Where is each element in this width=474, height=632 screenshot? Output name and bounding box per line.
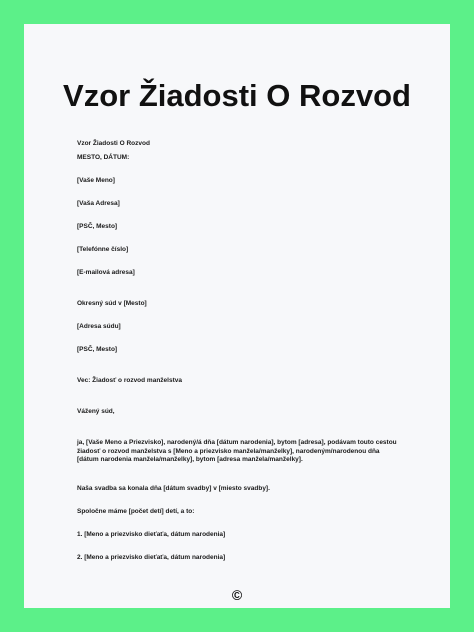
- sender-zip-city: [PSČ, Mesto]: [77, 223, 118, 230]
- sender-address: [Vaša Adresa]: [77, 200, 120, 207]
- copyright-icon: ©: [231, 587, 243, 603]
- wedding-line: Naša svadba sa konala dňa [dátum svadby] v [miesto svadby].: [77, 485, 270, 492]
- child-1: 1. [Meno a priezvisko dieťaťa, dátum narodenia]: [77, 531, 226, 538]
- subject-line: Vec: Žiadosť o rozvod manželstva: [77, 377, 182, 384]
- children-line: Spoločne máme [počet detí] detí, a to:: [77, 508, 195, 515]
- court-address: [Adresa súdu]: [77, 323, 121, 330]
- court-zip-city: [PSČ, Mesto]: [77, 346, 118, 353]
- salutation: Vážený súd,: [77, 408, 115, 415]
- page-title: Vzor Žiadosti O Rozvod: [63, 78, 411, 113]
- sender-phone: [Telefónne číslo]: [77, 246, 129, 253]
- document-sheet: [24, 24, 450, 608]
- place-date: MESTO, DÁTUM:: [77, 154, 130, 161]
- sender-name: [Vaše Meno]: [77, 177, 115, 184]
- intro-paragraph: ja, [Vaše Meno a Priezvisko], narodený/á dňa [dátum narodenia], bytom [adresa], podávam touto cestou žiadosť o rozvod manželstva s [Meno a priezvisko manžela/manželky], narodeným/narodenou dňa [dátum narodenia manžela/manželky], bytom [adresa manžela/manželky].: [77, 439, 397, 464]
- child-2: 2. [Meno a priezvisko dieťaťa, dátum narodenia]: [77, 554, 226, 561]
- court-name: Okresný súd v [Mesto]: [77, 300, 147, 307]
- sender-email: [E-mailová adresa]: [77, 269, 135, 276]
- letter-header-title: Vzor Žiadosti O Rozvod: [77, 140, 150, 147]
